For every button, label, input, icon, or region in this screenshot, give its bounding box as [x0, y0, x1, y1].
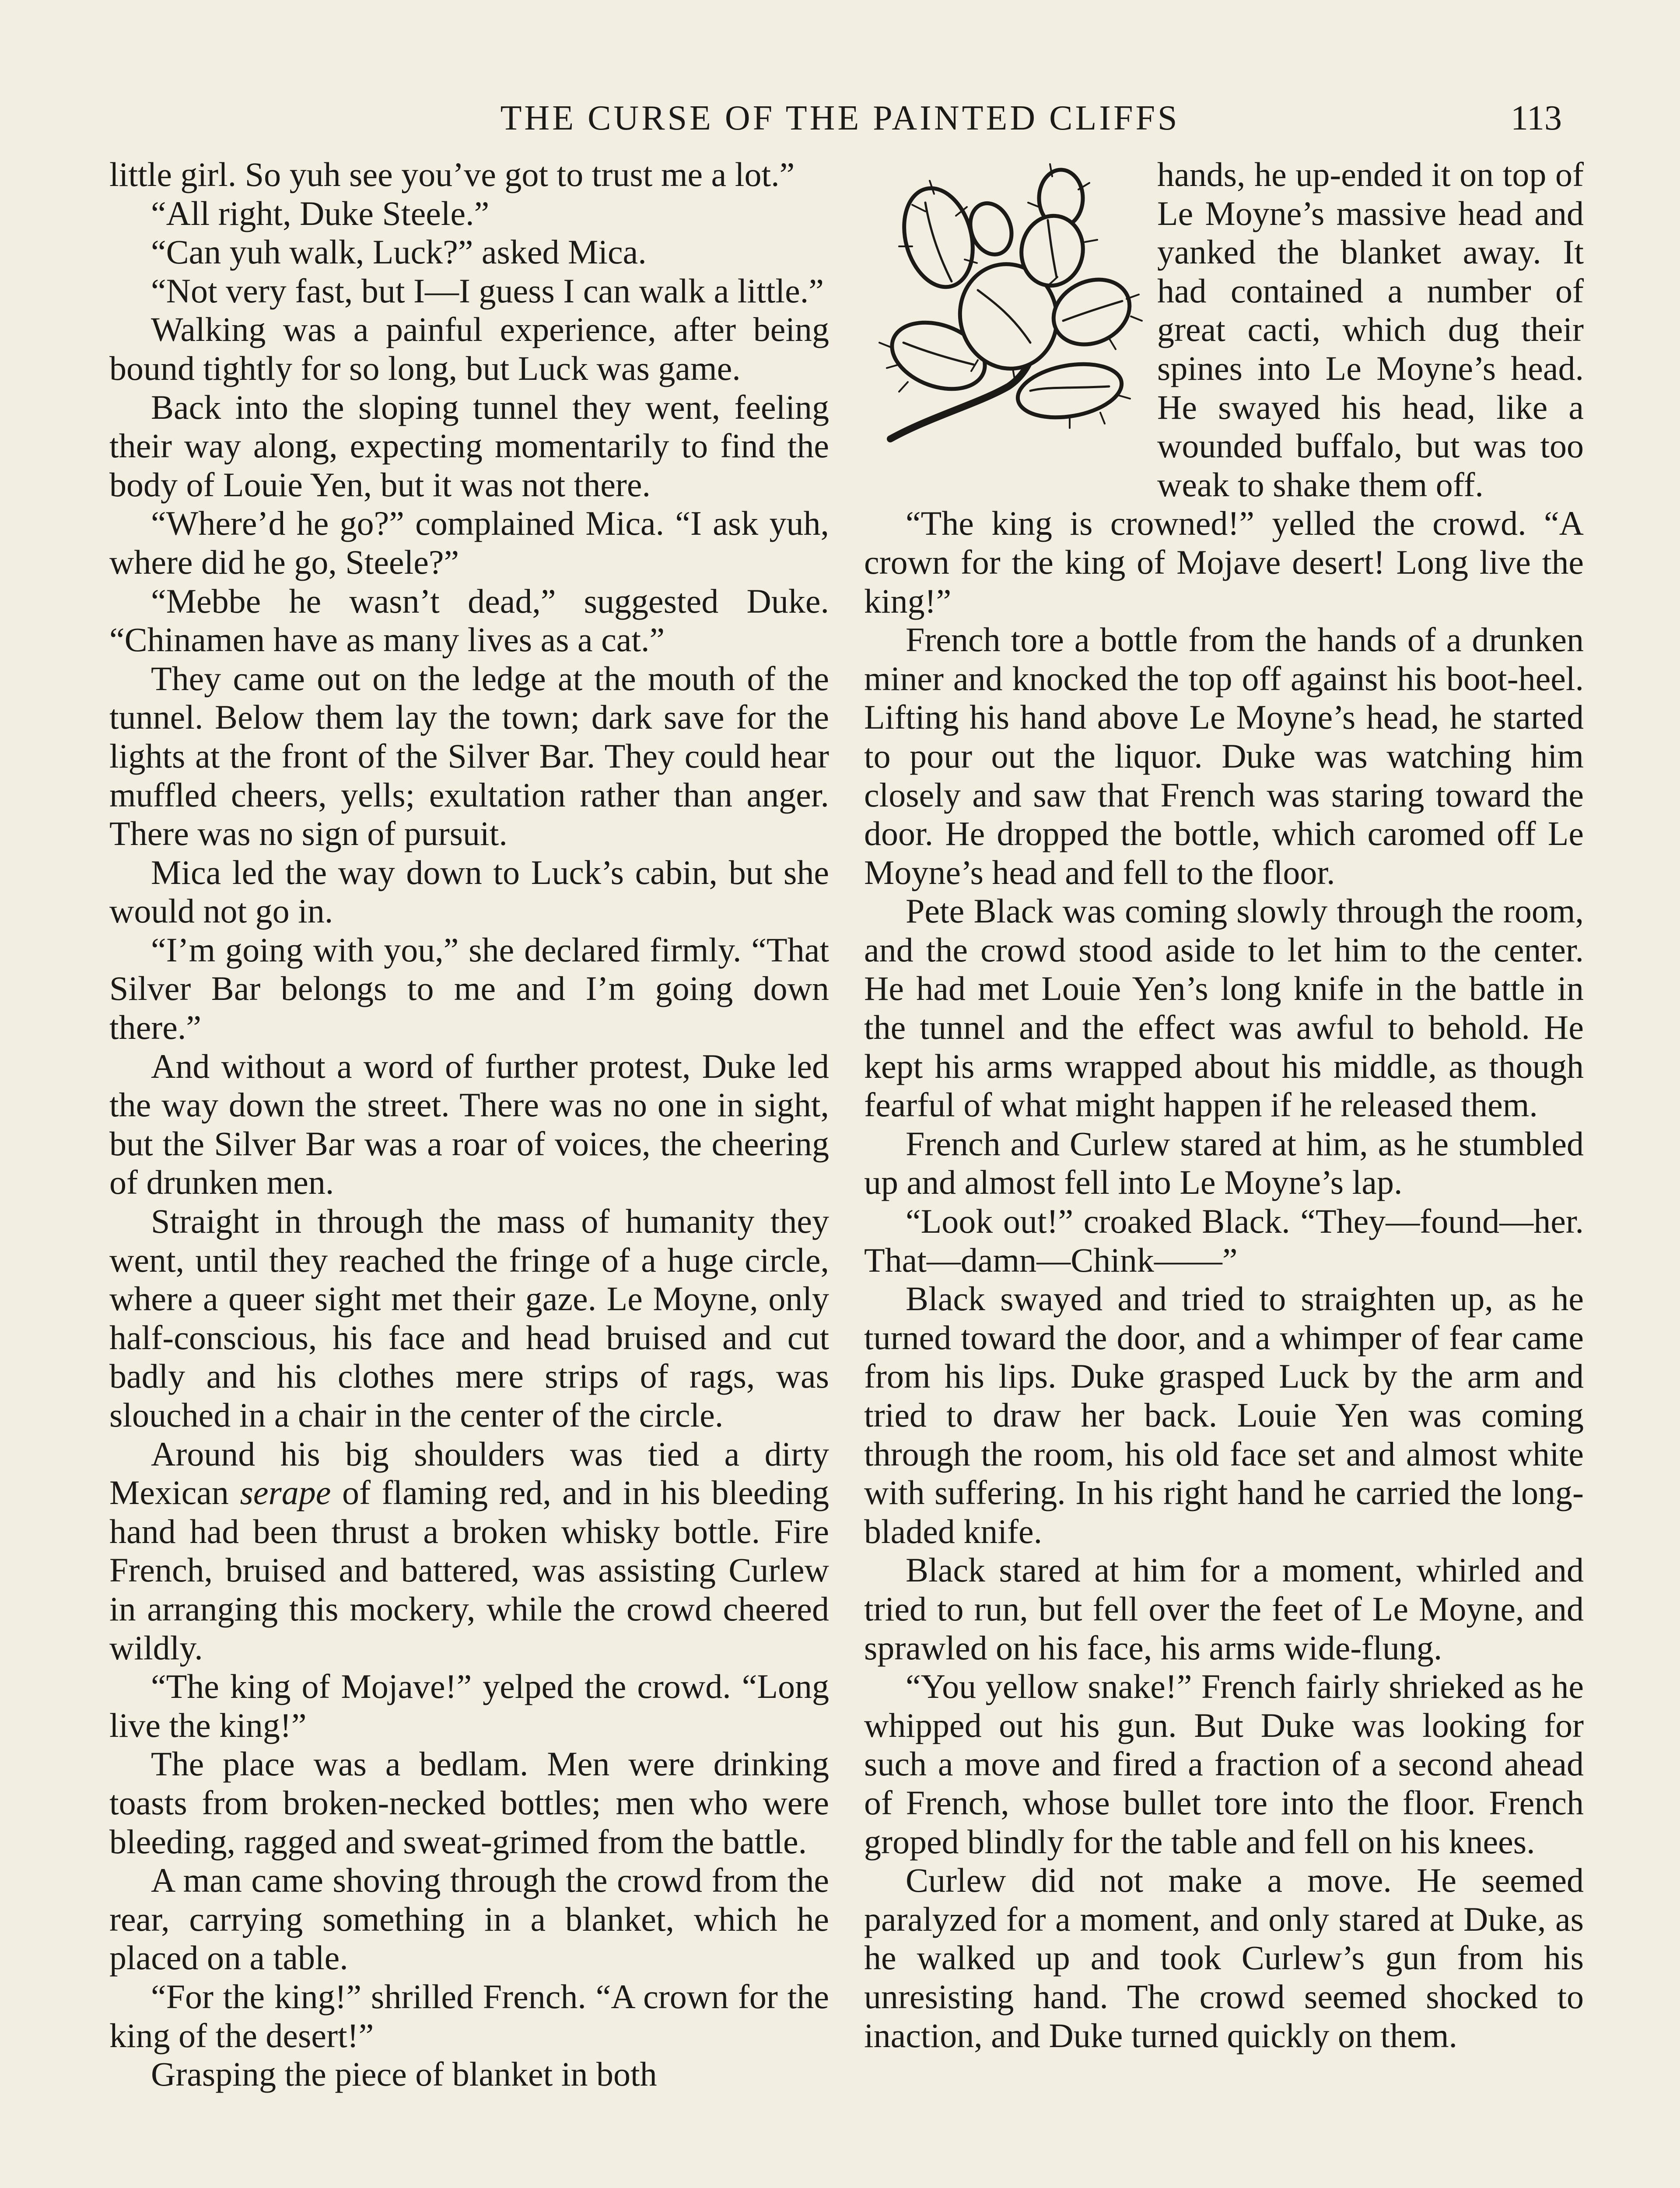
- paragraph: A man came shoving through the crowd from the rear, carrying something in a blanket, which he placed on a table.: [109, 1861, 829, 1977]
- paragraph: “I’m going with you,” she declared firmly. “That Silver Bar belongs to me and I’m going down there.”: [109, 930, 829, 1047]
- paragraph: Walking was a painful experience, after being bound tightly for so long, but Luck was game.: [109, 310, 829, 387]
- paragraph: Black swayed and tried to straighten up, as he turned toward the door, and a whimper of fear came from his lips. Duke grasped Luck by the arm and tried to draw her back. Louie Yen was coming through the room, his old face set and almost white with suffering. In his right hand he carried the long-bladed knife.: [864, 1280, 1584, 1550]
- paragraph: “The king is crowned!” yelled the crowd. “A crown for the king of Mojave desert! Long live the king!”: [864, 504, 1584, 620]
- paragraph: “For the king!” shrilled French. “A crown for the king of the desert!”: [109, 1977, 829, 2055]
- paragraph: “Can yuh walk, Luck?” asked Mica.: [151, 233, 647, 271]
- paragraph: Curlew did not make a move. He seemed paralyzed for a moment, and only stared at Duke, as he walked up and took Curlew’s gun from his unresisting hand. The crowd seemed shocked to inaction, and Duke turned quickly on them.: [864, 1861, 1584, 2055]
- paragraph: French and Curlew stared at him, as he stumbled up and almost fell into Le Moyne’s lap.: [864, 1124, 1584, 1202]
- paragraph: And without a word of further protest, Duke led the way down the street. There was no one in sight, but the Silver Bar was a roar of voices, the cheering of drunken men.: [109, 1047, 829, 1202]
- right-column: [864, 155, 1584, 2055]
- cactus-illustration: [864, 159, 1144, 470]
- page-title: THE CURSE OF THE PAINTED CLIFFS: [500, 99, 1180, 137]
- paragraph: Mica led the way down to Luck’s cabin, but she would not go in.: [109, 853, 829, 930]
- paragraph: “The king of Mojave!” yelped the crowd. “Long live the king!”: [109, 1667, 829, 1744]
- paragraph: The place was a bedlam. Men were drinking toasts from broken-necked bottles; men who were bleeding, ragged and sweat-grimed from the battle.: [109, 1745, 829, 1861]
- text-run: Around his big shoulders was tied a dirty Mexican: [109, 1434, 829, 1512]
- paragraph: Straight in through the mass of humanity they went, until they reached the fringe of a huge circle, where a queer sight met their gaze. Le Moyne, only half-conscious, his face and head bruised and cut badly and his clothes mere strips of rags, was slouched in a chair in the center of the circle.: [109, 1202, 829, 1434]
- paragraph: little girl. So yuh see you’ve got to trust me a lot.”: [109, 155, 795, 193]
- paragraph: hands, he up-ended it on top of Le Moyne’s massive head and yanked the blanket away. It had contained a number of great cacti, which dug their spines into Le Moyne’s head. He swayed his head, like a wounded buffalo, but was too weak to shake them off.: [1157, 155, 1584, 504]
- italic-word: serape: [240, 1473, 331, 1512]
- paragraph: Pete Black was coming slowly through the room, and the crowd stood aside to let him to the center. He had met Louie Yen’s long knife in the battle in the tunnel and the effect was awful to behold. He kept his arms wrapped about his middle, as though fearful of what might happen if he released them.: [864, 892, 1584, 1124]
- paragraph: “You yellow snake!” French fairly shrieked as he whipped out his gun. But Duke was looking for such a move and fired a fraction of a second ahead of French, whose bullet tore into the floor. French groped blindly for the table and fell on his knees.: [864, 1667, 1584, 1861]
- paragraph: French tore a bottle from the hands of a drunken miner and knocked the top off against his boot-heel. Lifting his hand above Le Moyne’s head, he started to pour out the liquor. Duke was watching him closely and saw that French was staring toward the door. He dropped the bottle, which caromed off Le Moyne’s head and fell to the floor.: [864, 621, 1584, 891]
- left-column: [109, 155, 829, 2094]
- page-number: 113: [1510, 99, 1562, 137]
- paragraph-serape: [109, 1435, 829, 1668]
- paragraph: Back into the sloping tunnel they went, feeling their way along, expecting momentarily to find the body of Louie Yen, but it was not there.: [109, 388, 829, 504]
- paragraph: “Where’d he go?” complained Mica. “I ask yuh, where did he go, Steele?”: [109, 504, 829, 581]
- paragraph: Black stared at him for a moment, whirled and tried to run, but fell over the feet of Le Moyne, and sprawled on his face, his arms wide-flung.: [864, 1551, 1584, 1667]
- running-head: [105, 98, 1575, 147]
- paragraph: They came out on the ledge at the mouth of the tunnel. Below them lay the town; dark save for the lights at the front of the Silver Bar. They could hear muffled cheers, yells; exultation rather than anger. There was no sign of pursuit.: [109, 659, 829, 853]
- paragraph: “Mebbe he wasn’t dead,” suggested Duke. “Chinamen have as many lives as a cat.”: [109, 582, 829, 659]
- paragraph: Grasping the piece of blanket in both: [151, 2055, 657, 2093]
- text-run: of flaming red, and in his bleeding hand had been thrust a broken whisky bottle. Fire French, bruised and battered, was assisting Curlew in arranging this mockery, while the crowd cheered wildly.: [109, 1473, 830, 1667]
- paragraph: “Not very fast, but I—I guess I can walk a little.”: [151, 271, 824, 310]
- cactus-icon: [864, 159, 1144, 470]
- paragraph: “Look out!” croaked Black. “They—found—her. That—damn—Chink——”: [864, 1202, 1584, 1279]
- paragraph: “All right, Duke Steele.”: [151, 194, 490, 232]
